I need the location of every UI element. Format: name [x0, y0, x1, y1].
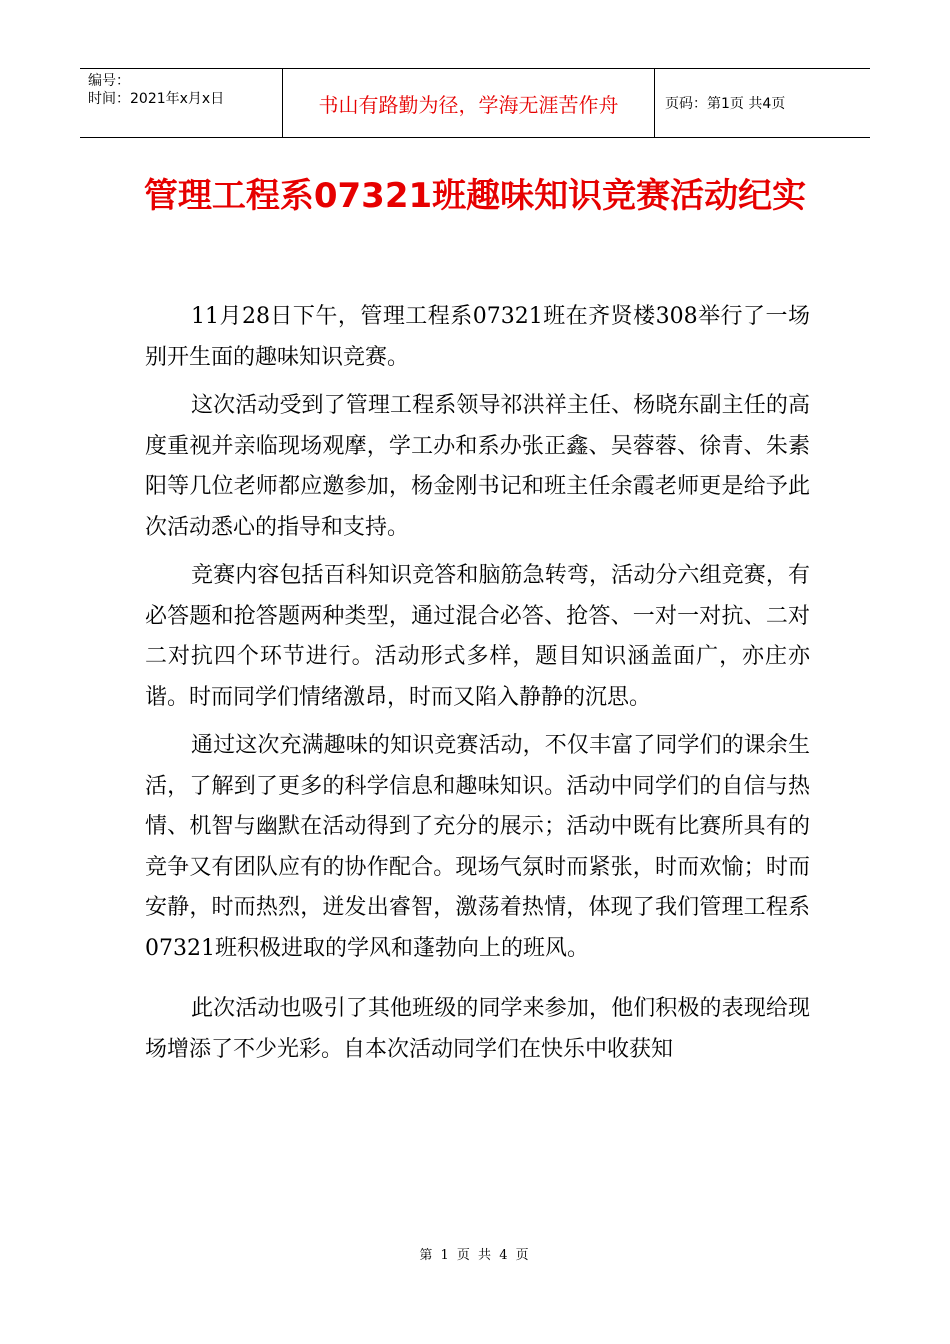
document-title: 管理工程系07321班趣味知识竞赛活动纪实 — [143, 176, 807, 216]
paragraph: 这次活动受到了管理工程系领导祁洪祥主任、杨晓东副主任的高度重视并亲临现场观摩，学工办和系办张正鑫、吴蓉蓉、徐青、朱素阳等几位老师都应邀参加，杨金刚书记和班主任余霞老师更是给予此次活动悉心的指导和支持。 — [145, 393, 810, 540]
document-body — [145, 297, 810, 1078]
page-footer: 第 1 页 共 4 页 — [419, 1248, 531, 1263]
document-time-label: 时间：2021年x月x日 — [88, 91, 225, 107]
document-number-label: 编号： — [88, 73, 130, 89]
paragraph: 竞赛内容包括百科知识竞答和脑筋急转弯，活动分六组竞赛，有必答题和抢答题两种类型，通过混合必答、抢答、一对一对抗、二对二对抗四个环节进行。活动形式多样，题目知识涵盖面广，亦庄亦谐。时而同学们情绪激昂，时而又陷入静静的沉思。 — [145, 563, 810, 710]
page-header — [80, 68, 870, 138]
paragraph: 此次活动也吸引了其他班级的同学来参加，他们积极的表现给现场增添了不少光彩。自本次活动同学们在快乐中收获知 — [145, 996, 810, 1062]
header-meta — [80, 69, 283, 137]
header-page-code: 页码：第1页 共4页 — [665, 96, 786, 112]
paragraph: 通过这次充满趣味的知识竞赛活动，不仅丰富了同学们的课余生活，了解到了更多的科学信息和趣味知识。活动中同学们的自信与热情、机智与幽默在活动得到了充分的展示；活动中既有比赛所具有的竞争又有团队应有的协作配合。现场气氛时而紧张，时而欢愉；时而安静，时而热烈，迸发出睿智，激荡着热情，体现了我们管理工程系07321班积极进取的学风和蓬勃向上的班风。 — [145, 733, 810, 961]
header-motto: 书山有路勤为径，学海无涯苦作舟 — [283, 69, 655, 137]
paragraph: 11月28日下午，管理工程系07321班在齐贤楼308举行了一场别开生面的趣味知识竞赛。 — [145, 304, 810, 370]
